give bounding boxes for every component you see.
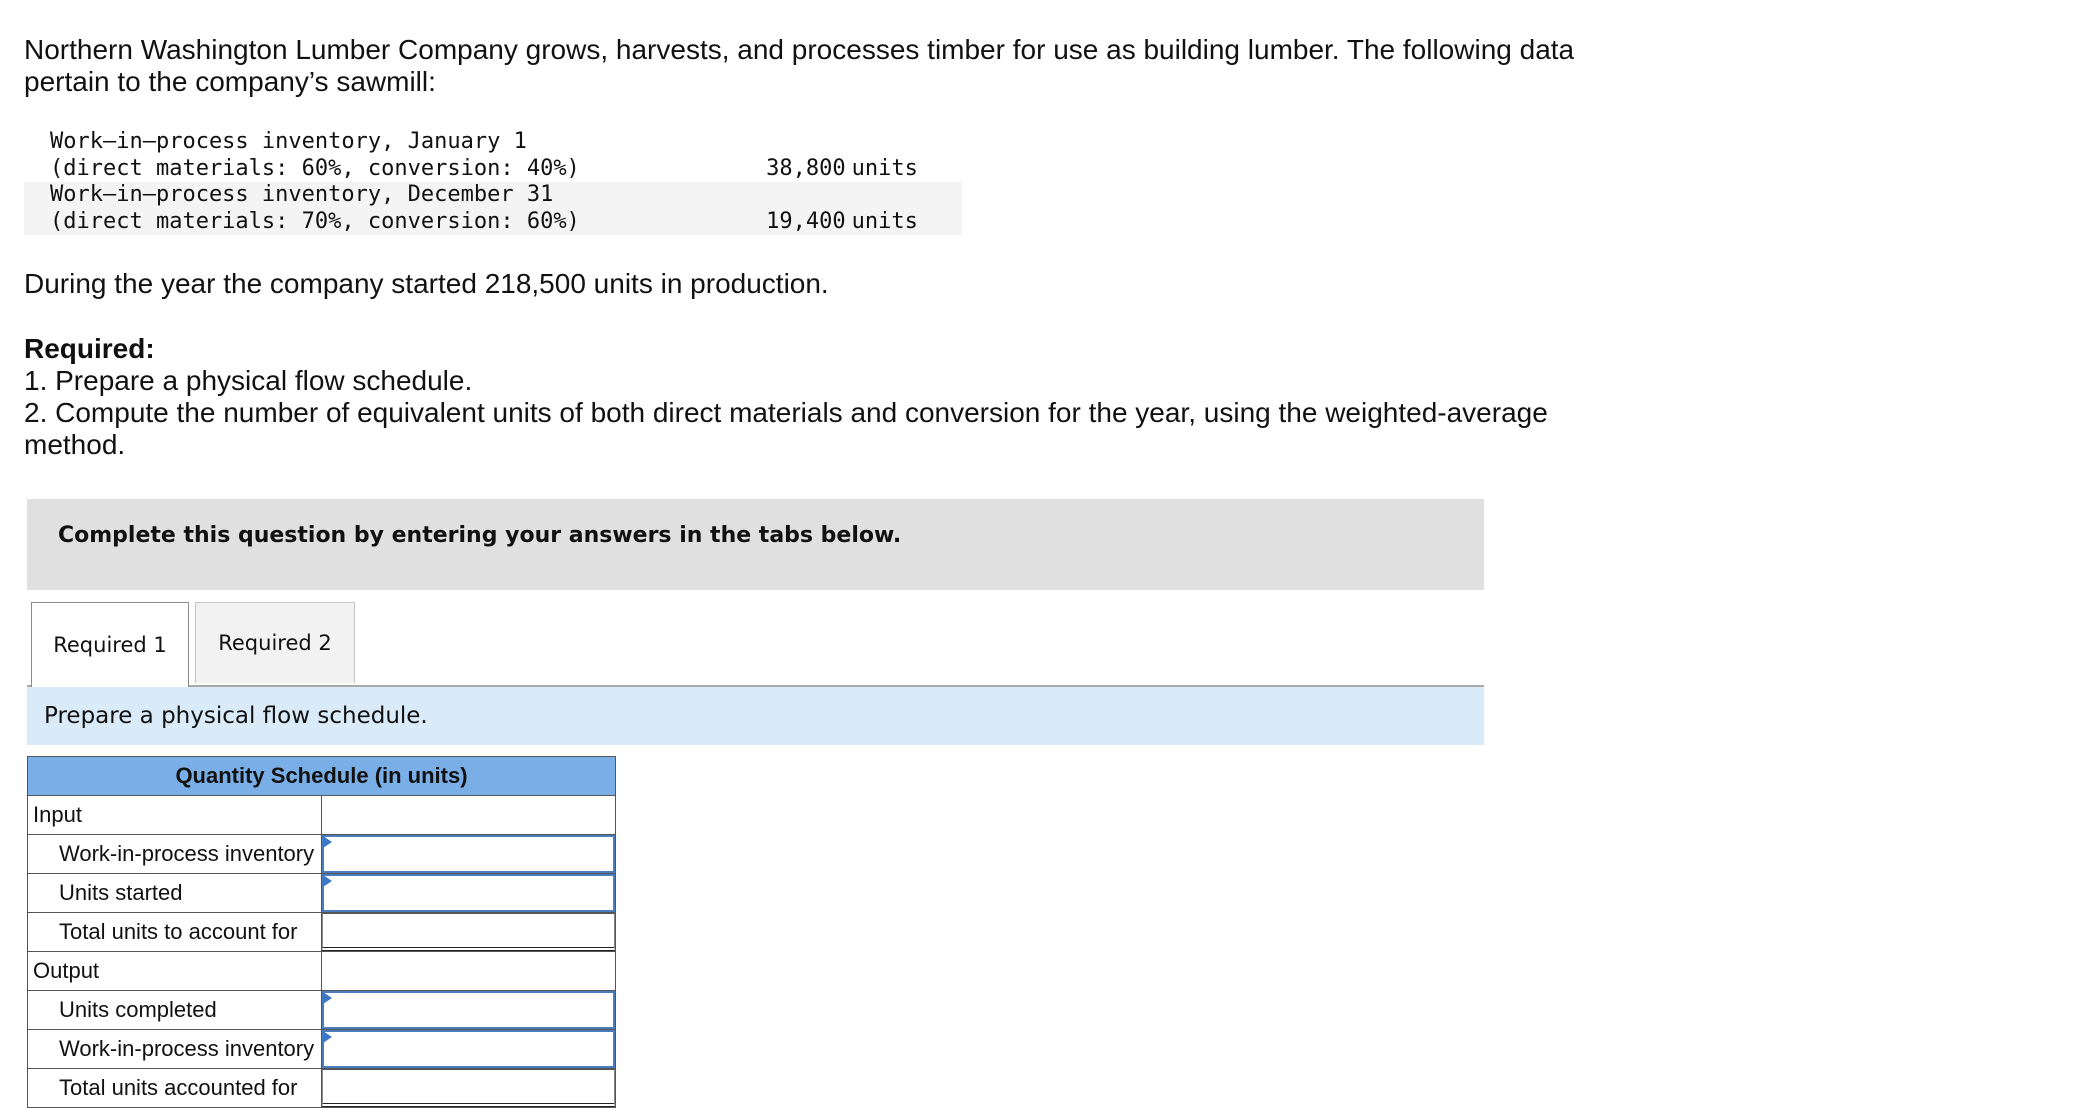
- given-row-wip-dec-line1: [24, 182, 962, 208]
- given-unit: units: [851, 156, 918, 181]
- input-marker-icon: [323, 992, 332, 1004]
- total-accounted-input[interactable]: [322, 1069, 615, 1107]
- prompt-text: Prepare a physical flow schedule.: [44, 703, 428, 729]
- given-unit: units: [850, 208, 962, 235]
- table-row: [28, 874, 616, 913]
- table-header-row: [28, 757, 616, 796]
- tab-prompt: [27, 687, 1484, 745]
- wip-end-input[interactable]: [322, 1030, 615, 1068]
- given-row-wip-dec-line2: [24, 208, 962, 235]
- output-section-label: Output: [28, 952, 322, 991]
- units-completed-input[interactable]: [322, 991, 615, 1029]
- row-label-wip-end: Work-in-process inventory: [28, 1030, 322, 1069]
- required-item-2: 2. Compute the number of equivalent units of both direct materials and conversion for the year, using the weighted-average method.: [24, 397, 1548, 460]
- given-label: Work–in–process inventory, December 31: [24, 182, 752, 208]
- answer-tabs: [27, 602, 1484, 687]
- tab-label: Required 1: [53, 633, 167, 657]
- total-to-account-input[interactable]: [322, 913, 615, 951]
- tab-label: Required 2: [218, 631, 332, 655]
- instructions-banner: [27, 499, 1484, 590]
- given-label-detail: (direct materials: 70%, conversion: 60%): [24, 208, 752, 235]
- tab-required-2[interactable]: [195, 602, 355, 683]
- wip-begin-input[interactable]: [322, 835, 615, 873]
- given-row-wip-jan-line1: [24, 129, 962, 155]
- given-label: Work–in–process inventory, January 1: [50, 129, 527, 154]
- schedule-header: Quantity Schedule (in units): [28, 757, 616, 796]
- units-started-input[interactable]: [322, 874, 615, 912]
- table-row: [28, 913, 616, 952]
- input-section-label: Input: [28, 796, 322, 835]
- row-label-units-completed: Units completed: [28, 991, 322, 1030]
- row-label-units-started: Units started: [28, 874, 322, 913]
- problem-intro: Northern Washington Lumber Company grows, harvests, and processes timber for use as building lumber. The following data pertain to the company’s sawmill:: [24, 34, 1575, 97]
- row-label-wip-begin: Work-in-process inventory: [28, 835, 322, 874]
- table-row: [28, 952, 616, 991]
- table-row: [28, 991, 616, 1030]
- table-row: [28, 796, 616, 835]
- given-row-wip-jan-line2: [24, 155, 962, 182]
- required-section: [24, 333, 1584, 461]
- row-label-total-to-account: Total units to account for: [28, 913, 322, 952]
- table-row: [28, 1069, 616, 1108]
- units-started-text: During the year the company started 218,500 units in production.: [24, 268, 829, 299]
- row-label-total-accounted: Total units accounted for: [28, 1069, 322, 1108]
- table-row: [28, 1030, 616, 1069]
- input-marker-icon: [323, 875, 332, 887]
- given-label-detail: (direct materials: 60%, conversion: 40%): [50, 156, 580, 181]
- tab-required-1[interactable]: [31, 602, 189, 687]
- input-marker-icon: [323, 1031, 332, 1043]
- instructions-text: Complete this question by entering your answers in the tabs below.: [58, 523, 902, 548]
- input-marker-icon: [323, 836, 332, 848]
- quantity-schedule-table: [27, 756, 616, 1108]
- required-item-1: 1. Prepare a physical flow schedule.: [24, 365, 473, 396]
- required-title: Required:: [24, 333, 155, 364]
- given-data-table: [24, 129, 962, 235]
- given-value: 38,800: [766, 156, 846, 181]
- given-value: 19,400: [752, 208, 850, 235]
- table-row: [28, 835, 616, 874]
